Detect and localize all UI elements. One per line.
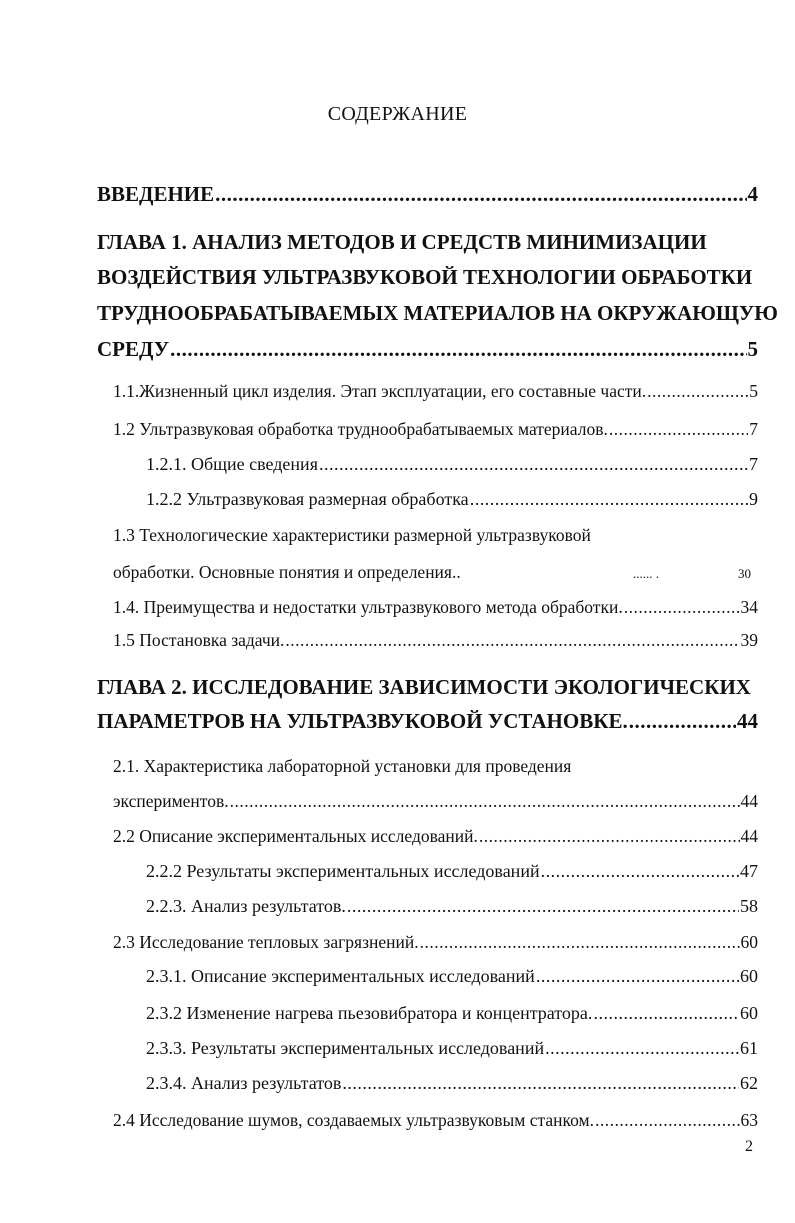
toc-entry-page: 34 xyxy=(740,597,758,617)
toc-entry-label: ПАРАМЕТРОВ НА УЛЬТРАЗВУКОВОЙ УСТАНОВКЕ. xyxy=(97,709,628,733)
leader-dots-gap: ...... . xyxy=(633,566,659,581)
leader-dots xyxy=(595,1110,740,1131)
toc-entry-2-4 xyxy=(113,1110,758,1131)
toc-entry-1-2 xyxy=(113,419,758,440)
leader-dots xyxy=(347,896,739,917)
toc-entry-1-3-line-1 xyxy=(113,525,591,546)
toc-entry-label: 2.1. Характеристика лабораторной установки для проведения xyxy=(113,756,572,776)
toc-entry-label: обработки. Основные понятия и определения.. xyxy=(113,562,461,582)
toc-entry-page: 39 xyxy=(740,630,758,650)
chapter-1-line-2: ВОЗДЕЙСТВИЯ УЛЬТРАЗВУКОВОЙ ТЕХНОЛОГИИ ОБРАБОТКИ xyxy=(97,265,753,289)
leader-dots xyxy=(215,182,746,207)
chapter-1-line-3: ТРУДНООБРАБАТЫВАЕМЫХ МАТЕРИАЛОВ НА ОКРУЖАЮЩУЮ xyxy=(97,301,778,325)
toc-entry-page: 58 xyxy=(740,896,758,916)
toc-entry-1-2-1 xyxy=(146,454,758,475)
toc-entry-label: 2.3.1. Описание экспериментальных исследований xyxy=(146,966,535,986)
toc-entry-2-1 xyxy=(113,791,758,812)
toc-entry-label: 2.3.4. Анализ результатов xyxy=(146,1073,342,1093)
toc-entry-label: СРЕДУ xyxy=(97,337,170,361)
toc-entry-label: 1.1.Жизненный цикл изделия. Этап эксплуатации, его составные части. xyxy=(113,381,647,401)
page-title: СОДЕРЖАНИЕ xyxy=(327,103,468,125)
toc-entry-page: 60 xyxy=(740,966,758,986)
toc-entry-page: 60 xyxy=(740,1003,758,1023)
toc-entry-page: 44 xyxy=(740,791,758,811)
toc-entry-1-2-2 xyxy=(146,489,758,510)
toc-entry-2-3-2 xyxy=(146,1003,758,1024)
toc-entry-2-3-1 xyxy=(146,966,758,987)
leader-dots xyxy=(624,597,740,618)
toc-entry-label: 2.2 Описание экспериментальных исследований. xyxy=(113,826,478,846)
toc-entry-page: 9 xyxy=(749,489,758,509)
toc-entry-page: 5 xyxy=(747,337,758,361)
toc-entry-2-3-4 xyxy=(146,1073,758,1094)
toc-entry-label: 1.2 Ультразвуковая обработка труднообрабатываемых материалов. xyxy=(113,419,608,439)
toc-entry-label: 2.4 Исследование шумов, создаваемых ультразвуковым станком. xyxy=(113,1110,594,1130)
toc-entry-2-3 xyxy=(113,932,758,953)
toc-entry-chapter-1 xyxy=(97,337,758,362)
leader-dots xyxy=(342,1073,739,1094)
leader-dots xyxy=(470,489,748,510)
toc-entry-page: 62 xyxy=(740,1073,758,1093)
toc-entry-1-1 xyxy=(113,381,758,402)
toc-entry-page: 47 xyxy=(740,861,758,881)
page-number: 2 xyxy=(745,1138,753,1155)
toc-entry-2-2-2 xyxy=(146,861,758,882)
toc-entry-label: 2.2.2 Результаты экспериментальных исследований xyxy=(146,861,540,881)
toc-entry-label: 2.2.3. Анализ результатов. xyxy=(146,896,346,916)
leader-dots xyxy=(629,709,736,734)
toc-entry-2-2 xyxy=(113,826,758,847)
toc-entry-1-5 xyxy=(113,630,758,651)
leader-dots xyxy=(541,861,739,882)
toc-entry-label: 2.3.2 Изменение нагрева пьезовибратора и концентратора. xyxy=(146,1003,593,1023)
toc-entry-label: 2.3 Исследование тепловых загрязнений. xyxy=(113,932,419,952)
leader-dots xyxy=(609,419,748,440)
toc-entry-label: ВВЕДЕНИЕ xyxy=(97,182,215,206)
toc-entry-label: экспериментов. xyxy=(113,791,229,811)
chapter-2-line-1: ГЛАВА 2. ИССЛЕДОВАНИЕ ЗАВИСИМОСТИ ЭКОЛОГИЧЕСКИХ xyxy=(97,675,751,699)
toc-entry-2-2-3 xyxy=(146,896,758,917)
toc-entry-2-1-line-1 xyxy=(113,756,571,777)
toc-entry-2-3-3 xyxy=(146,1038,758,1059)
toc-entry-page: 4 xyxy=(747,182,758,206)
leader-dots xyxy=(593,1003,739,1024)
toc-entry-label: 1.4. Преимущества и недостатки ультразвукового метода обработки. xyxy=(113,597,623,617)
toc-entry-page: 60 xyxy=(740,932,758,952)
toc-entry-page: 44 xyxy=(737,709,758,733)
leader-dots xyxy=(170,337,746,362)
leader-dots xyxy=(319,454,748,475)
toc-entry-page: 61 xyxy=(740,1038,758,1058)
toc-entry-label: 1.3 Технологические характеристики размерной ультразвуковой xyxy=(113,525,591,545)
leader-dots xyxy=(285,630,739,651)
toc-entry-chapter-2 xyxy=(97,709,758,734)
leader-dots xyxy=(545,1038,739,1059)
leader-dots xyxy=(647,381,748,402)
leader-dots xyxy=(536,966,739,987)
toc-entry-label: 1.5 Постановка задачи. xyxy=(113,630,285,650)
toc-entry-page: 7 xyxy=(749,419,758,439)
chapter-1-line-1: ГЛАВА 1. АНАЛИЗ МЕТОДОВ И СРЕДСТВ МИНИМИЗАЦИИ xyxy=(97,230,707,254)
toc-entry-label: 2.3.3. Результаты экспериментальных исследований xyxy=(146,1038,545,1058)
toc-entry-label: 1.2.1. Общие сведения xyxy=(146,454,318,474)
toc-entry-page: 5 xyxy=(749,381,758,401)
leader-dots xyxy=(420,932,740,953)
toc-entry-page: 63 xyxy=(740,1110,758,1130)
toc-entry-1-3-line-2 xyxy=(113,562,461,583)
toc-entry-page: 30 xyxy=(738,566,751,581)
toc-entry-label: 1.2.2 Ультразвуковая размерная обработка xyxy=(146,489,469,509)
toc-entry-1-4 xyxy=(113,597,758,618)
leader-dots xyxy=(230,791,740,812)
toc-entry-intro xyxy=(97,182,758,207)
toc-entry-page: 44 xyxy=(740,826,758,846)
leader-dots xyxy=(479,826,740,847)
toc-entry-page: 7 xyxy=(749,454,758,474)
